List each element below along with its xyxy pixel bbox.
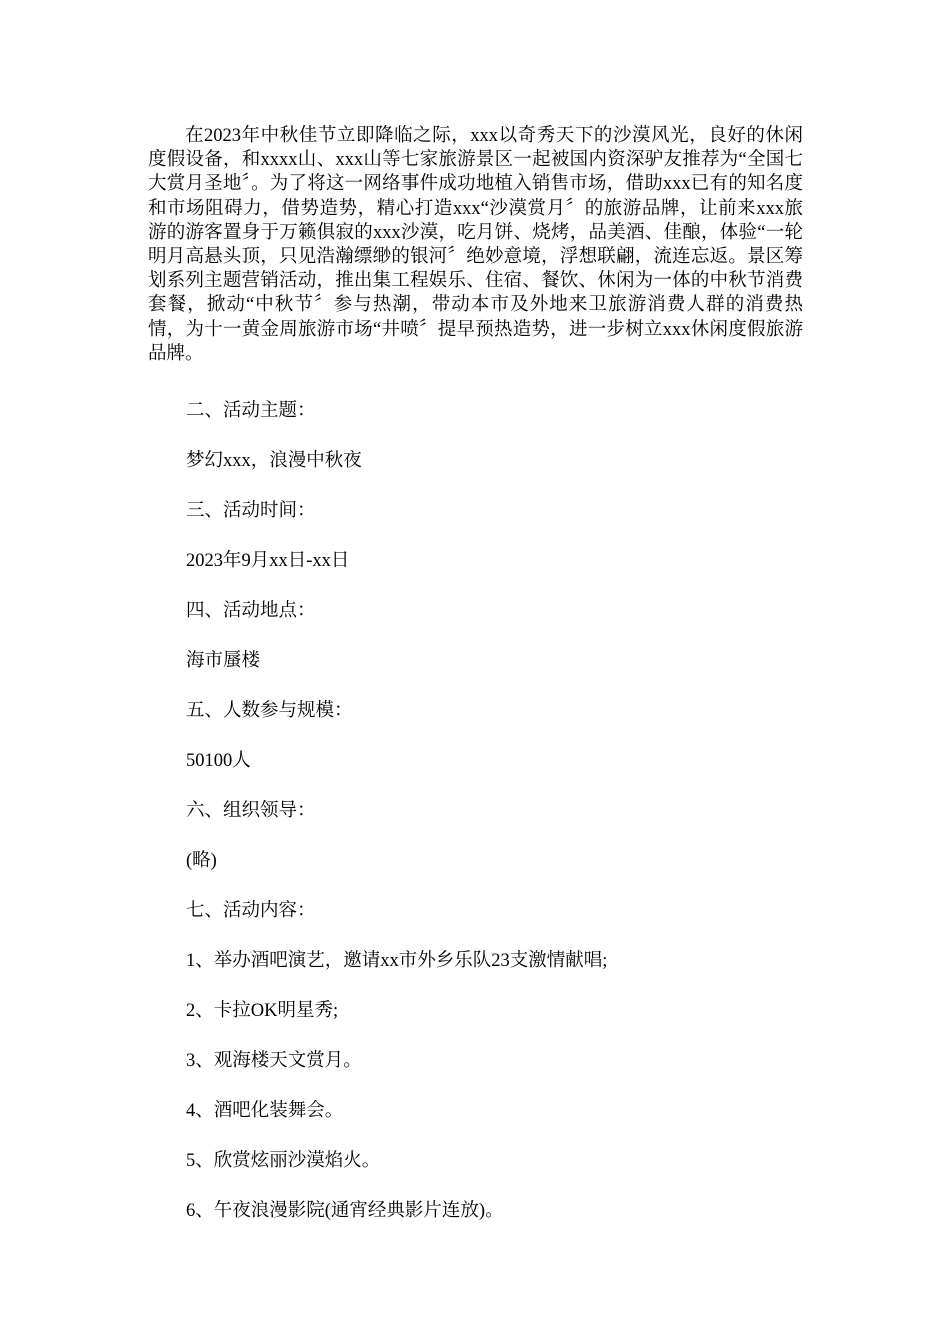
organization-value: (略) bbox=[186, 851, 217, 871]
section-heading-scale: 五、人数参与规模： bbox=[186, 701, 353, 721]
list-item: 2、卡拉OK明星秀; bbox=[186, 1001, 339, 1021]
list-item: 3、观海楼天文赏月。 bbox=[186, 1051, 362, 1071]
section-heading-theme: 二、活动主题： bbox=[186, 401, 316, 421]
theme-value: 梦幻xxx，浪漫中秋夜 bbox=[186, 451, 362, 471]
scale-value: 50100人 bbox=[186, 751, 251, 771]
section-heading-time: 三、活动时间： bbox=[186, 501, 316, 521]
list-item: 6、午夜浪漫影院(通宵经典影片连放)。 bbox=[186, 1201, 504, 1221]
time-value: 2023年9月xx日-xx日 bbox=[186, 551, 350, 571]
intro-paragraph: 在2023年中秋佳节立即降临之际，xxx以奇秀天下的沙漠风光，良好的休闲度假设备，和xxxx山、xxx山等七家旅游景区一起被国内资深驴友推荐为“全国七大赏月圣地〞。为了将这一网络事件成功地植入销售市场，借助xxx已有的知名度和市场阻碍力，借势造势，精心打造xxx“沙漠赏月〞的旅游品牌，让前来xxx旅游的游客置身于万籁俱寂的xxx沙漠，吃月饼、烧烤，品美酒、佳酿，体验“一轮明月高悬头顶，只见浩瀚缥缈的银河〞绝妙意境，浮想联翩，流连忘返。景区筹划系列主题营销活动，推出集工程娱乐、住宿、餐饮、休闲为一体的中秋节消费套餐，掀动“中秋节〞参与热潮，带动本市及外地来卫旅游消费人群的消费热情，为十一黄金周旅游市场“井喷〞提早预热造势，进一步树立xxx休闲度假旅游品牌。 bbox=[148, 126, 803, 364]
section-heading-content: 七、活动内容： bbox=[186, 901, 316, 921]
list-item: 1、举办酒吧演艺，邀请xx市外乡乐队23支激情献唱; bbox=[186, 951, 608, 971]
section-heading-organization: 六、组织领导： bbox=[186, 801, 316, 821]
section-heading-location: 四、活动地点： bbox=[186, 601, 316, 621]
list-item: 4、酒吧化装舞会。 bbox=[186, 1101, 344, 1121]
location-value: 海市蜃楼 bbox=[186, 651, 261, 671]
list-item: 5、欣赏炫丽沙漠焰火。 bbox=[186, 1151, 381, 1171]
